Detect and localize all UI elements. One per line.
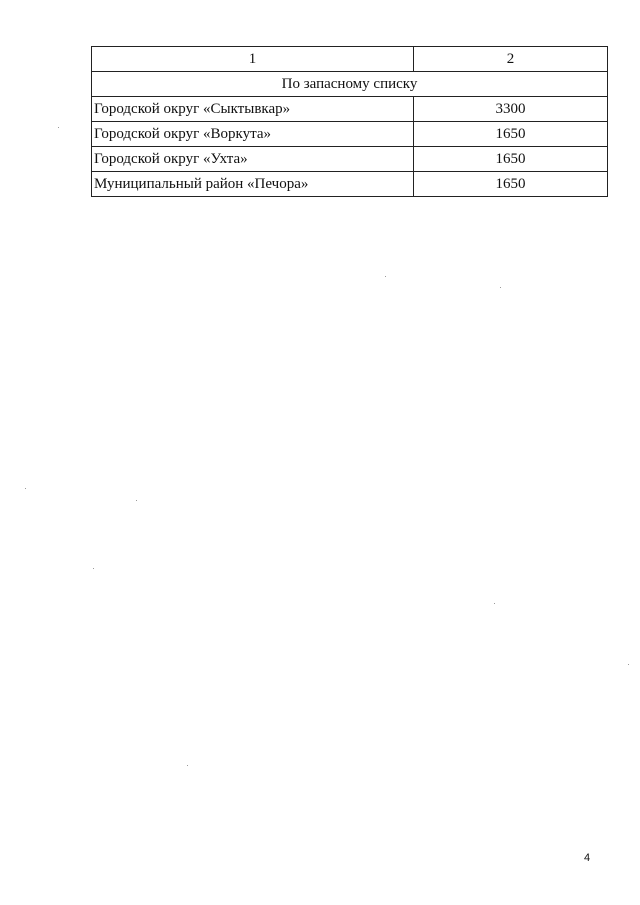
scan-speck <box>187 765 188 766</box>
column-header-1: 1 <box>92 47 414 72</box>
scan-speck <box>58 127 59 128</box>
section-row <box>92 72 608 97</box>
allocation-table <box>91 46 608 197</box>
scan-speck <box>494 603 495 604</box>
municipality-value: 1650 <box>414 147 608 172</box>
column-header-2: 2 <box>414 47 608 72</box>
scan-speck <box>628 664 629 665</box>
table-row <box>92 172 608 197</box>
table-row <box>92 97 608 122</box>
scan-speck <box>93 568 94 569</box>
table-row <box>92 122 608 147</box>
municipality-value: 3300 <box>414 97 608 122</box>
page-number: 4 <box>584 852 591 864</box>
municipality-value: 1650 <box>414 122 608 147</box>
municipality-name: Муниципальный район «Печора» <box>92 172 414 197</box>
table-row <box>92 147 608 172</box>
municipality-value: 1650 <box>414 172 608 197</box>
scan-speck <box>500 287 501 288</box>
scan-speck <box>385 276 386 277</box>
table-header-row <box>92 47 608 72</box>
scan-speck <box>25 488 26 489</box>
municipality-name: Городской округ «Сыктывкар» <box>92 97 414 122</box>
section-title: По запасному списку <box>92 72 608 97</box>
scan-speck <box>136 500 137 501</box>
municipality-name: Городской округ «Воркута» <box>92 122 414 147</box>
municipality-name: Городской округ «Ухта» <box>92 147 414 172</box>
